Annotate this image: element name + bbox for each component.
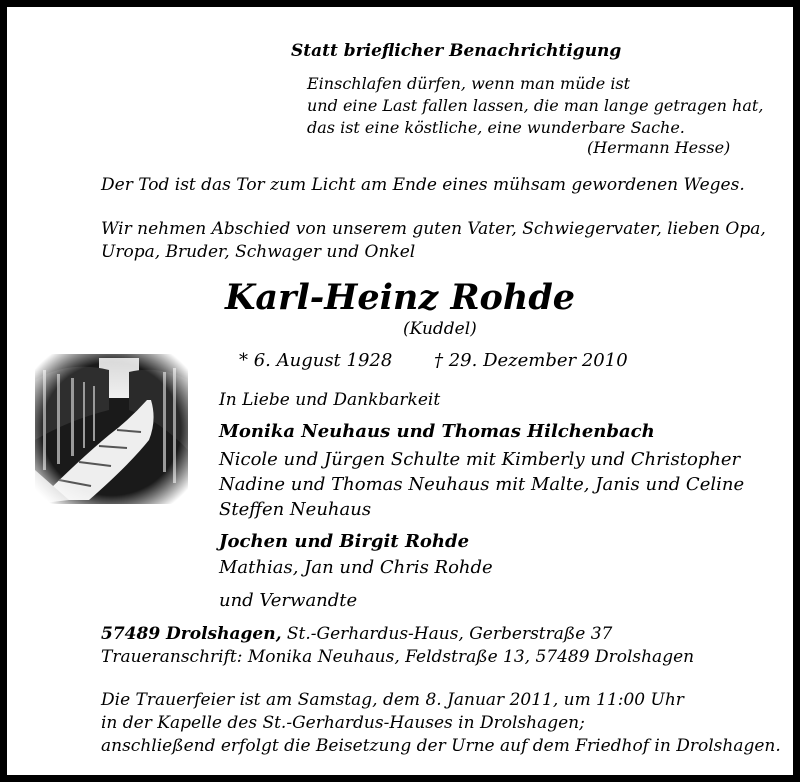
poem-line: und eine Last fallen lassen, die man lange getragen hat, [307,96,764,115]
poem-line: Einschlafen dürfen, wenn man müde ist [307,74,631,93]
poem-line: das ist eine köstliche, eine wunderbare Sache. [307,118,685,137]
poem-author: (Hermann Hesse) [587,138,731,157]
quote: Der Tod ist das Tor zum Licht am Ende eines mühsam gewordenen Weges. [101,175,745,195]
relatives: und Verwandte [219,590,358,611]
mourners-line: Nadine und Thomas Neuhaus mit Malte, Janis und Celine [219,474,745,495]
mourners-intro: In Liebe und Dankbarkeit [219,390,441,410]
address-place: 57489 Drolshagen, [101,624,282,644]
poem [307,73,763,139]
service-line: Die Trauerfeier ist am Samstag, dem 8. Januar 2011, um 11:00 Uhr [101,690,684,710]
farewell-line: Wir nehmen Abschied von unserem guten Vater, Schwiegervater, lieben Opa, [101,219,766,239]
mourners-group2-head: Jochen und Birgit Rohde [219,531,470,552]
service-line: in der Kapelle des St.-Gerhardus-Hauses in Drolshagen; [101,713,585,733]
mourners-line: Nicole und Jürgen Schulte mit Kimberly und Christopher [219,449,741,470]
mourning-address: Traueranschrift: Monika Neuhaus, Feldstraße 13, 57489 Drolshagen [101,647,695,667]
deceased-nickname: (Kuddel) [403,319,477,339]
tree-lined-path-image [29,350,194,508]
farewell-line: Uropa, Bruder, Schwager und Onkel [101,242,416,262]
deceased-name: Karl-Heinz Rohde [224,277,576,318]
notice-header: Statt brieflicher Benachrichtigung [291,41,622,61]
service-line: anschließend erfolgt die Beisetzung der Urne auf dem Friedhof in Drolshagen. [101,736,781,756]
address-line [101,624,612,644]
address-venue: St.-Gerhardus-Haus, Gerberstraße 37 [281,624,613,644]
mourners-line: Steffen Neuhaus [219,499,372,520]
birth-date: * 6. August 1928 [239,350,393,371]
death-date: † 29. Dezember 2010 [434,350,628,371]
mourners-line: Mathias, Jan und Chris Rohde [219,557,493,578]
mourners-group1-head: Monika Neuhaus und Thomas Hilchenbach [219,421,655,442]
pathway-photo [29,350,194,508]
